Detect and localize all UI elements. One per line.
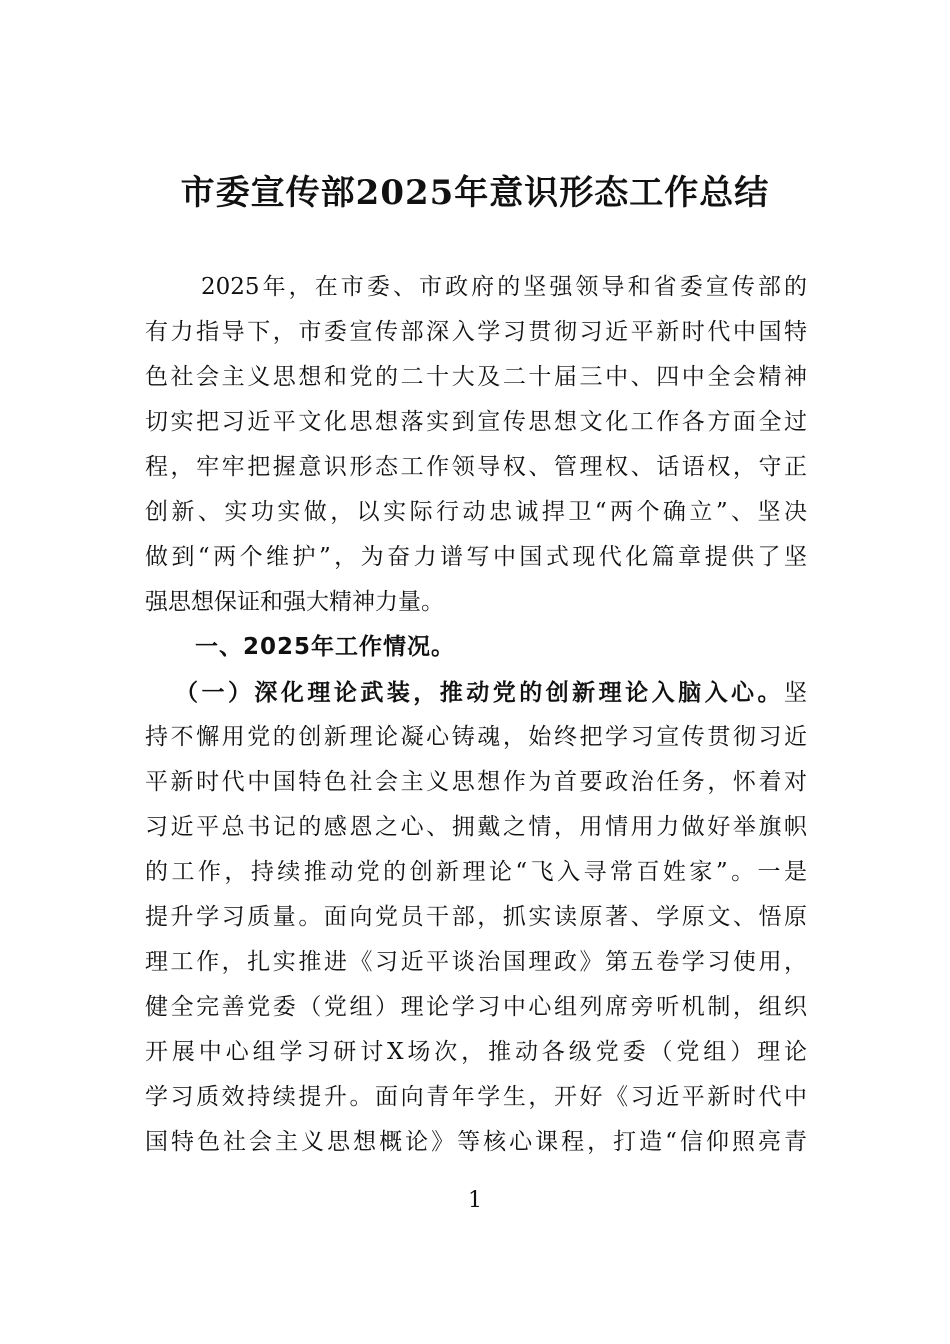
paragraph-line: 国特色社会主义思想概论》等核心课程，打造“信仰照亮青 bbox=[145, 1129, 807, 1155]
paragraph-line: 切实把习近平文化思想落实到宣传思想文化工作各方面全过 bbox=[145, 409, 807, 435]
paragraph-line: 理工作，扎实推进《习近平谈治国理政》第五卷学习使用， bbox=[145, 949, 807, 975]
paragraph-line: 的工作，持续推动党的创新理论“飞入寻常百姓家”。一是 bbox=[145, 859, 807, 885]
paragraph-line: 健全完善党委（党组）理论学习中心组列席旁听机制，组织 bbox=[145, 994, 807, 1020]
page-number: 1 bbox=[468, 1188, 482, 1213]
paragraph-line: 有力指导下，市委宣传部深入学习贯彻习近平新时代中国特 bbox=[145, 319, 807, 345]
document-title: 市委宣传部2025年意识形态工作总结 bbox=[180, 173, 770, 213]
paragraph-line: 平新时代中国特色社会主义思想作为首要政治任务，怀着对 bbox=[145, 769, 807, 795]
paragraph-line: 提升学习质量。面向党员干部，抓实读原著、学原文、悟原 bbox=[145, 904, 807, 930]
section-heading: 一、2025年工作情况。 bbox=[195, 634, 456, 660]
subsection-paragraph bbox=[145, 670, 807, 1165]
paragraph-line: 创新、实功实做，以实际行动忠诚捍卫“两个确立”、坚决 bbox=[145, 499, 807, 525]
paragraph-line: 2025年，在市委、市政府的坚强领导和省委宣传部的 bbox=[201, 274, 807, 300]
paragraph-line: 强思想保证和强大精神力量。 bbox=[145, 589, 444, 615]
paragraph-line: 做到“两个维护”，为奋力谱写中国式现代化篇章提供了坚 bbox=[145, 544, 807, 570]
intro-paragraph bbox=[145, 265, 807, 625]
paragraph-line bbox=[145, 670, 807, 715]
paragraph-line: 持不懈用党的创新理论凝心铸魂，始终把学习宣传贯彻习近 bbox=[145, 724, 807, 750]
document-body bbox=[145, 265, 807, 1165]
paragraph-line: 开展中心组学习研讨X场次，推动各级党委（党组）理论 bbox=[145, 1039, 807, 1065]
paragraph-line: 习近平总书记的感恩之心、拥戴之情，用情用力做好举旗帜 bbox=[145, 814, 807, 840]
paragraph-line: 程，牢牢把握意识形态工作领导权、管理权、话语权，守正 bbox=[145, 454, 807, 480]
paragraph-text: 坚 bbox=[784, 680, 807, 706]
subsection-heading: （一）深化理论武装，推动党的创新理论入脑入心。 bbox=[175, 679, 784, 706]
paragraph-line: 色社会主义思想和党的二十大及二十届三中、四中全会精神 bbox=[145, 364, 807, 390]
paragraph-line: 学习质效持续提升。面向青年学生，开好《习近平新时代中 bbox=[145, 1084, 807, 1110]
